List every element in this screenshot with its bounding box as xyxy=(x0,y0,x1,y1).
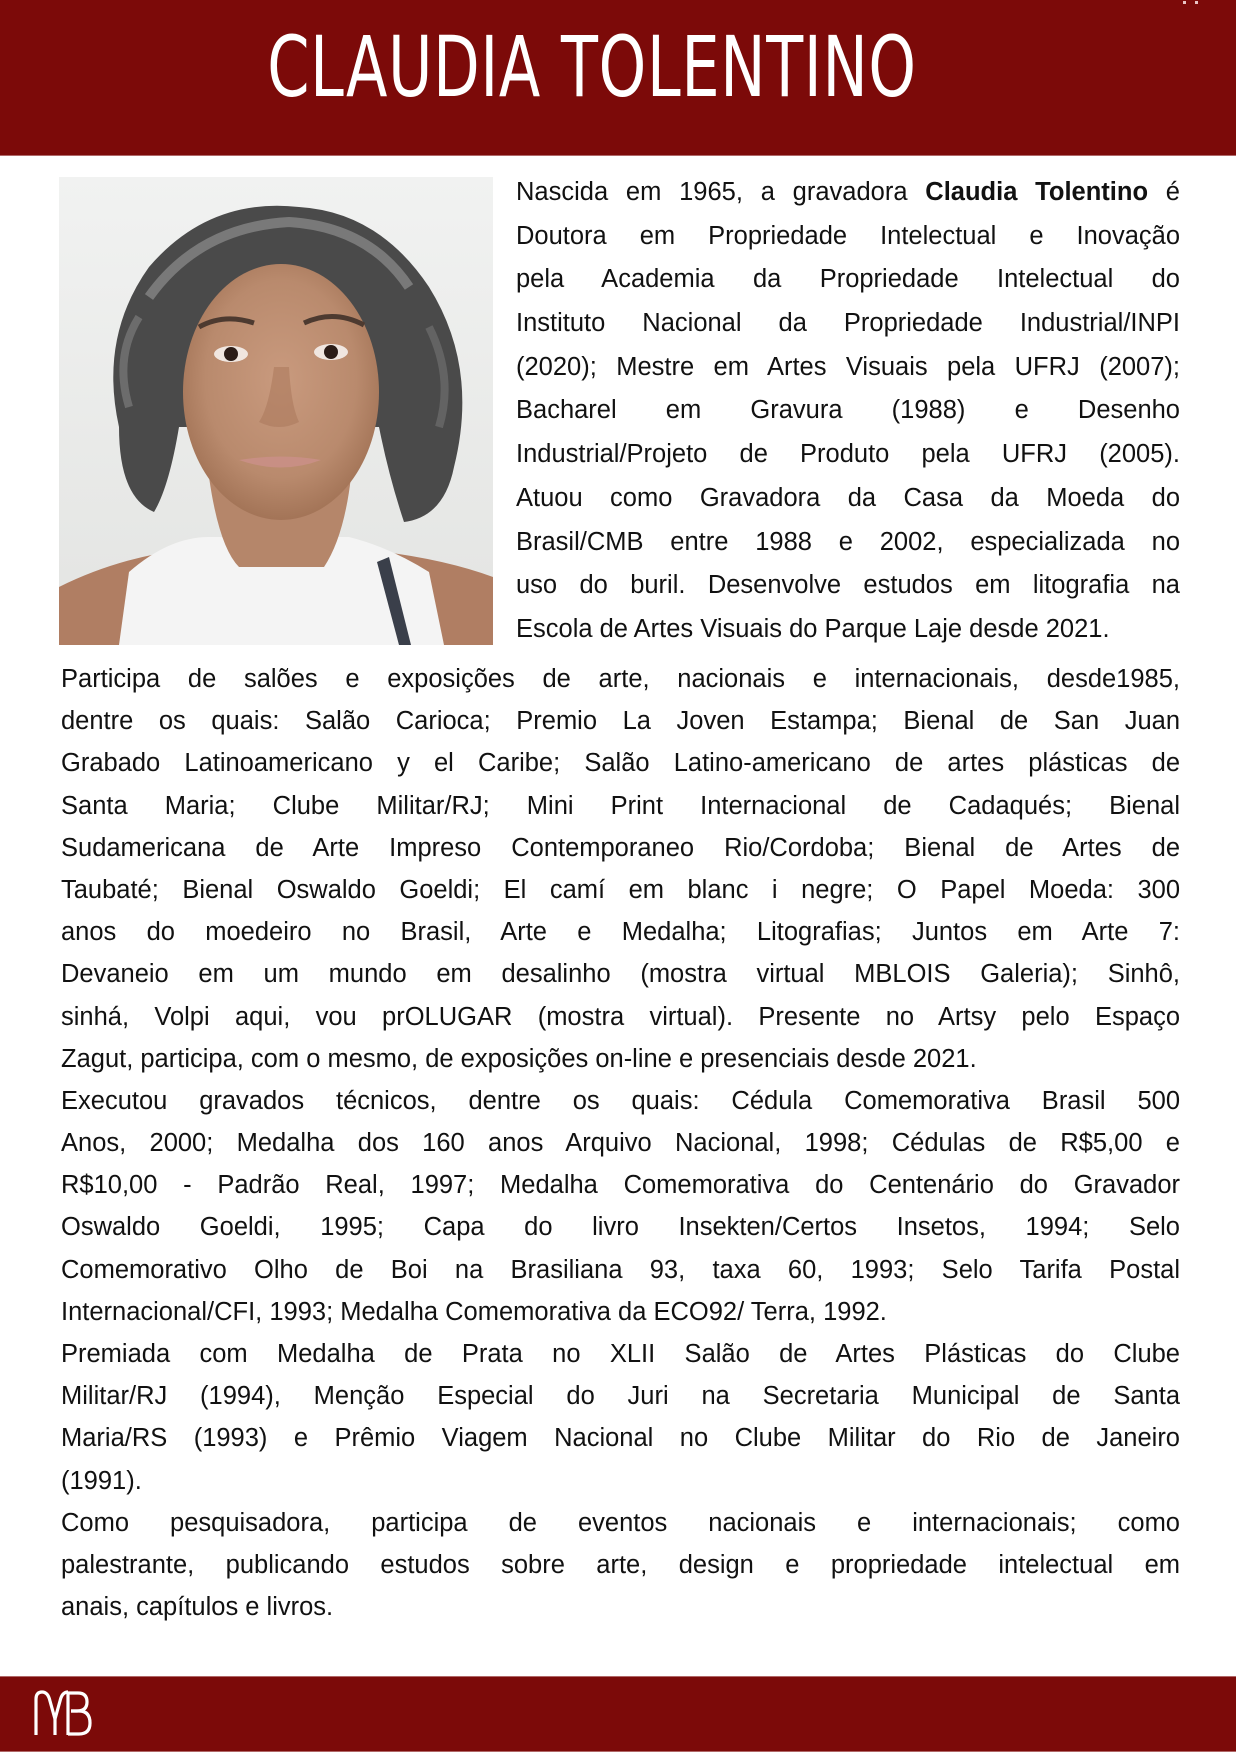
intro-line: Brasil/CMB entre 1988 e 2002, especializada no xyxy=(516,527,1180,556)
paragraph-line: Internacional/CFI, 1993; Medalha Comemorativa da ECO92/ Terra, 1992. xyxy=(61,1297,887,1326)
cropped-logo-fragment xyxy=(1183,0,1213,4)
paragraph-line: Comemorativo Olho de Boi na Brasiliana 93, taxa 60, 1993; Selo Tarifa Postal xyxy=(61,1255,1180,1284)
paragraph-line: Devaneio em um mundo em desalinho (mostra virtual MBLOIS Galeria); Sinhô, xyxy=(61,960,1180,989)
footer-bar xyxy=(0,1676,1236,1752)
paragraph-line: (1991). xyxy=(61,1466,142,1495)
paragraph-line: Anos, 2000; Medalha dos 160 anos Arquivo Nacional, 1998; Cédulas de R$5,00 e xyxy=(61,1129,1180,1158)
paragraph-line: Grabado Latinoamericano y el Caribe; Salão Latino-americano de artes plásticas de xyxy=(61,749,1180,778)
paragraph-line: Sudamericana de Arte Impreso Contemporaneo Rio/Cordoba; Bienal de Artes de xyxy=(61,833,1180,862)
intro-line: Nascida em 1965, a gravadora Claudia Tolentino é xyxy=(516,178,1180,206)
paragraph-line: Maria/RS (1993) e Prêmio Viagem Nacional no Clube Militar do Rio de Janeiro xyxy=(61,1424,1180,1453)
paragraph-line: anais, capítulos e livros. xyxy=(61,1593,334,1622)
intro-line: Atuou como Gravadora da Casa da Moeda do xyxy=(516,483,1180,512)
paragraph-line: Participa de salões e exposições de arte, nacionais e internacionais, desde1985, xyxy=(61,665,1180,693)
intro-line: Bacharel em Gravura (1988) e Desenho xyxy=(516,396,1180,425)
intro-line: (2020); Mestre em Artes Visuais pela UFRJ (2007); xyxy=(516,352,1180,381)
portrait-illustration xyxy=(59,177,493,645)
research-paragraph xyxy=(61,1502,1180,1629)
artist-portrait-photo xyxy=(59,177,493,645)
mb-monogram-logo-icon xyxy=(33,1689,93,1737)
exhibitions-paragraph xyxy=(61,658,1180,1080)
paragraph-line: Executou gravados técnicos, dentre os quais: Cédula Comemorativa Brasil 500 xyxy=(61,1086,1180,1115)
page-title: CLAUDIA TOLENTINO xyxy=(267,18,917,116)
paragraph-line: Santa Maria; Clube Militar/RJ; Mini Print Internacional de Cadaqués; Bienal xyxy=(61,791,1180,820)
technical-engravings-paragraph xyxy=(61,1080,1180,1333)
header-bar xyxy=(0,0,1236,156)
intro-line: Doutora em Propriedade Intelectual e Inovação xyxy=(516,221,1180,250)
intro-line: uso do buril. Desenvolve estudos em litografia na xyxy=(516,571,1180,600)
paragraph-line: sinhá, Volpi aqui, vou prOLUGAR (mostra virtual). Presente no Artsy pelo Espaço xyxy=(61,1002,1180,1031)
paragraph-line: Taubaté; Bienal Oswaldo Goeldi; El camí em blanc i negre; O Papel Moeda: 300 xyxy=(61,875,1180,904)
intro-line: pela Academia da Propriedade Intelectual do xyxy=(516,265,1180,294)
paragraph-line: Oswaldo Goeldi, 1995; Capa do livro Insekten/Certos Insetos, 1994; Selo xyxy=(61,1213,1180,1242)
intro-paragraph xyxy=(516,171,1180,652)
paragraph-line: dentre os quais: Salão Carioca; Premio La Joven Estampa; Bienal de San Juan xyxy=(61,707,1180,736)
paragraph-line: Premiada com Medalha de Prata no XLII Salão de Artes Plásticas do Clube xyxy=(61,1340,1180,1368)
intro-line: Industrial/Projeto de Produto pela UFRJ (2005). xyxy=(516,440,1180,469)
biography-body xyxy=(61,658,1180,1628)
paragraph-line: anos do moedeiro no Brasil, Arte e Medalha; Litografias; Juntos em Arte 7: xyxy=(61,918,1180,947)
intro-line: Instituto Nacional da Propriedade Industrial/INPI xyxy=(516,309,1180,338)
paragraph-line: palestrante, publicando estudos sobre arte, design e propriedade intelectual em xyxy=(61,1550,1180,1579)
artist-name: Claudia Tolentino xyxy=(925,178,1149,206)
paragraph-line: R$10,00 - Padrão Real, 1997; Medalha Comemorativa do Centenário do Gravador xyxy=(61,1171,1180,1200)
paragraph-line: Militar/RJ (1994), Menção Especial do Juri na Secretaria Municipal de Santa xyxy=(61,1382,1180,1411)
paragraph-line: Zagut, participa, com o mesmo, de exposições on-line e presenciais desde 2021. xyxy=(61,1044,977,1073)
paragraph-line: Como pesquisadora, participa de eventos nacionais e internacionais; como xyxy=(61,1508,1180,1537)
awards-paragraph xyxy=(61,1333,1180,1502)
intro-line: Escola de Artes Visuais do Parque Laje desde 2021. xyxy=(516,614,1110,643)
